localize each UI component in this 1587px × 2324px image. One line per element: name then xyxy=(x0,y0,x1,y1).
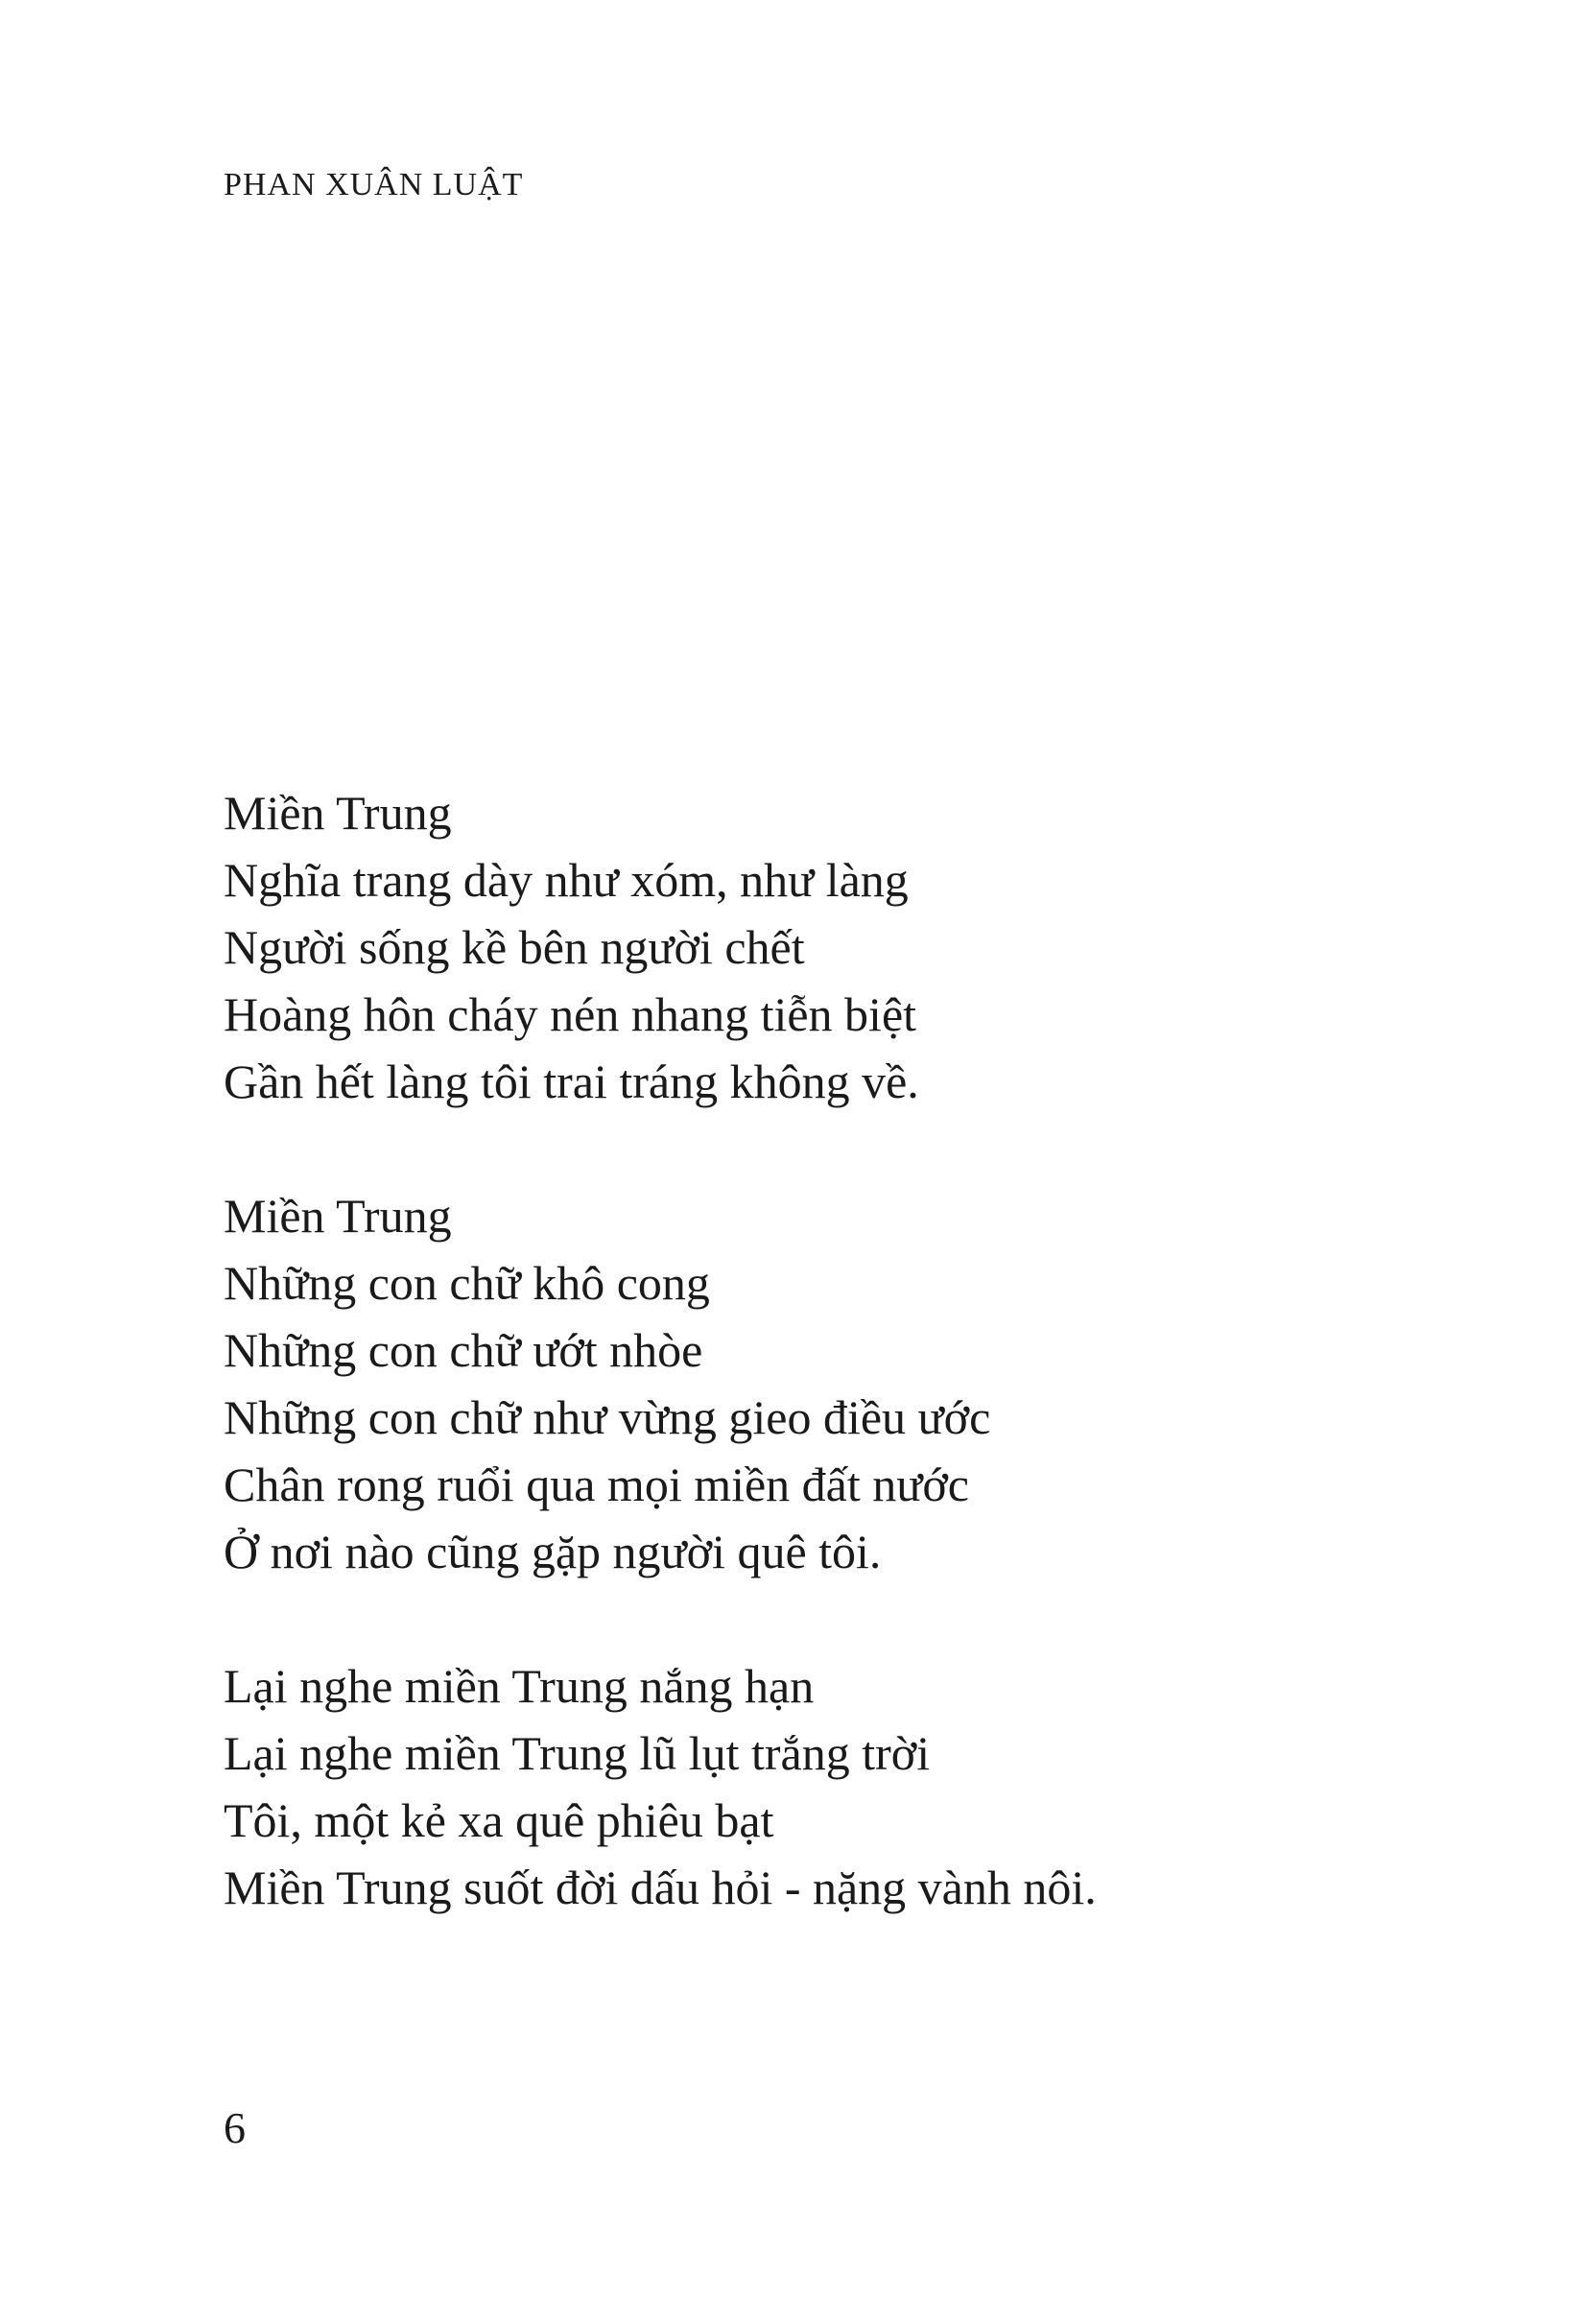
poem-line: Tôi, một kẻ xa quê phiêu bạt xyxy=(224,1793,774,1847)
poem-line: Nghĩa trang dày như xóm, như làng xyxy=(224,853,909,907)
poem-line: Chân rong ruổi qua mọi miền đất nước xyxy=(224,1458,970,1511)
poem-line: Hoàng hôn cháy nén nhang tiễn biệt xyxy=(224,987,917,1041)
poem-line: Miền Trung xyxy=(224,786,452,840)
stanza-2 xyxy=(224,1182,1471,1585)
poem-line: Những con chữ khô cong xyxy=(224,1256,710,1310)
poem-line: Lại nghe miền Trung lũ lụt trắng trời xyxy=(224,1726,931,1780)
poem-line: Những con chữ như vừng gieo điều ước xyxy=(224,1390,991,1444)
poem xyxy=(224,779,1471,1988)
poem-line: Miền Trung xyxy=(224,1189,452,1243)
poem-line: Ở nơi nào cũng gặp người quê tôi. xyxy=(224,1525,882,1578)
stanza-3 xyxy=(224,1652,1471,1921)
poem-line: Miền Trung suốt đời dấu hỏi - nặng vành nôi. xyxy=(224,1861,1097,1914)
running-head-author: PHAN XUÂN LUẬT xyxy=(224,167,524,202)
poem-line: Những con chữ ướt nhòe xyxy=(224,1323,703,1377)
page-number: 6 xyxy=(224,2103,246,2152)
poem-line: Lại nghe miền Trung nắng hạn xyxy=(224,1659,815,1713)
poem-line: Gần hết làng tôi trai tráng không về. xyxy=(224,1055,919,1108)
stanza-1 xyxy=(224,779,1471,1115)
poem-line: Người sống kề bên người chết xyxy=(224,920,805,974)
